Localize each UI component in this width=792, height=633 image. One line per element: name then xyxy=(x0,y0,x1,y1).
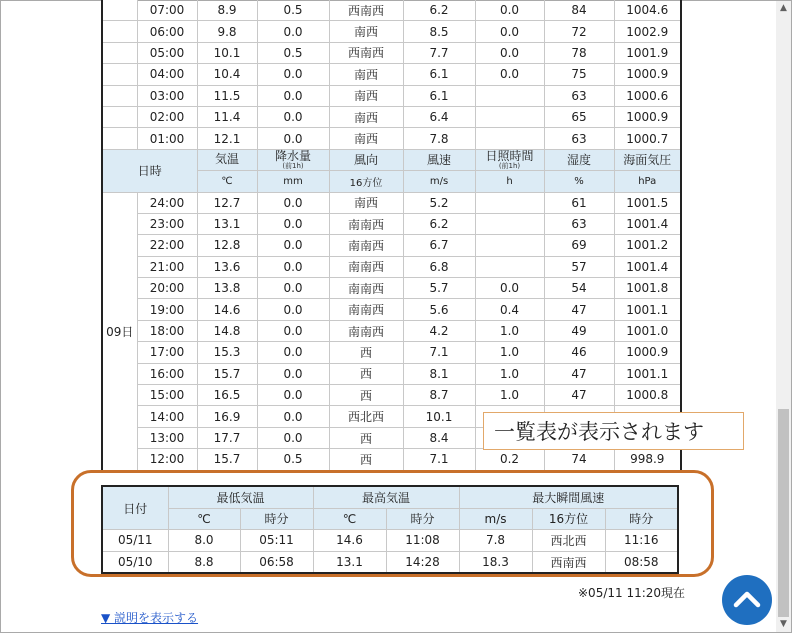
temp-cell: 15.7 xyxy=(197,363,257,384)
pressure-cell: 1002.9 xyxy=(614,21,681,42)
table-row xyxy=(102,85,681,106)
table-row xyxy=(102,342,681,363)
table-row xyxy=(102,385,681,406)
summary-unit: m/s xyxy=(459,508,532,530)
summary-gust-dir-cell: 西南西 xyxy=(532,551,605,573)
humidity-cell: 46 xyxy=(544,342,614,363)
precip-cell: 0.5 xyxy=(257,0,329,21)
humidity-cell: 69 xyxy=(544,235,614,256)
pressure-cell: 1001.1 xyxy=(614,363,681,384)
humidity-cell: 78 xyxy=(544,42,614,63)
humidity-cell: 65 xyxy=(544,106,614,127)
sunshine-cell: 0.0 xyxy=(475,42,544,63)
humidity-cell: 63 xyxy=(544,85,614,106)
time-cell: 12:00 xyxy=(137,449,197,470)
precip-cell: 0.0 xyxy=(257,106,329,127)
temp-cell: 9.8 xyxy=(197,21,257,42)
precip-cell: 0.0 xyxy=(257,427,329,448)
pressure-cell: 1000.9 xyxy=(614,342,681,363)
precip-cell: 0.0 xyxy=(257,320,329,341)
humidity-cell: 49 xyxy=(544,320,614,341)
humidity-cell: 63 xyxy=(544,213,614,234)
wind-dir-cell: 西 xyxy=(329,363,403,384)
header-wind-speed: 風速 xyxy=(403,149,475,170)
day-cell xyxy=(102,128,137,149)
temp-cell: 15.7 xyxy=(197,449,257,470)
precip-cell: 0.0 xyxy=(257,342,329,363)
day-label: 09日 xyxy=(102,192,137,470)
table-row xyxy=(102,235,681,256)
humidity-cell: 57 xyxy=(544,256,614,277)
wind-speed-cell: 7.7 xyxy=(403,42,475,63)
summary-unit: 時分 xyxy=(605,508,678,530)
day-cell xyxy=(102,21,137,42)
wind-speed-cell: 5.6 xyxy=(403,299,475,320)
wind-speed-cell: 8.7 xyxy=(403,385,475,406)
header-temp: 気温 xyxy=(197,149,257,170)
wind-speed-cell: 7.1 xyxy=(403,449,475,470)
summary-gust-cell: 18.3 xyxy=(459,551,532,573)
unit-humidity: % xyxy=(544,171,614,192)
wind-speed-cell: 4.2 xyxy=(403,320,475,341)
day-cell xyxy=(102,85,137,106)
sunshine-cell: 0.0 xyxy=(475,0,544,21)
wind-speed-cell: 8.5 xyxy=(403,21,475,42)
precip-cell: 0.5 xyxy=(257,449,329,470)
time-cell: 19:00 xyxy=(137,299,197,320)
unit-temp: ℃ xyxy=(197,171,257,192)
humidity-cell: 74 xyxy=(544,449,614,470)
temp-cell: 11.4 xyxy=(197,106,257,127)
table-row xyxy=(102,299,681,320)
table-row xyxy=(102,449,681,470)
sunshine-cell xyxy=(475,128,544,149)
humidity-cell: 47 xyxy=(544,385,614,406)
day-cell xyxy=(102,64,137,85)
sunshine-cell: 0.0 xyxy=(475,64,544,85)
wind-dir-cell: 西北西 xyxy=(329,406,403,427)
time-cell: 05:00 xyxy=(137,42,197,63)
humidity-cell: 75 xyxy=(544,64,614,85)
table-row xyxy=(102,363,681,384)
unit-sunshine: h xyxy=(475,171,544,192)
wind-dir-cell: 南南西 xyxy=(329,235,403,256)
wind-speed-cell: 6.4 xyxy=(403,106,475,127)
precip-cell: 0.0 xyxy=(257,213,329,234)
sunshine-cell: 0.2 xyxy=(475,449,544,470)
sunshine-cell: 0.0 xyxy=(475,21,544,42)
summary-header-date: 日付 xyxy=(102,486,168,530)
sunshine-cell xyxy=(475,235,544,256)
sunshine-cell xyxy=(475,192,544,213)
precip-cell: 0.0 xyxy=(257,235,329,256)
summary-header-max-gust: 最大瞬間風速 xyxy=(459,486,678,508)
wind-dir-cell: 南南西 xyxy=(329,320,403,341)
sunshine-cell: 0.0 xyxy=(475,278,544,299)
precip-cell: 0.0 xyxy=(257,363,329,384)
sunshine-cell xyxy=(475,213,544,234)
pressure-cell: 1004.6 xyxy=(614,0,681,21)
summary-min-temp-cell: 8.8 xyxy=(168,551,240,573)
unit-wind-dir: 16方位 xyxy=(329,171,403,192)
wind-speed-cell: 7.8 xyxy=(403,128,475,149)
table-row xyxy=(102,0,681,21)
temp-cell: 12.1 xyxy=(197,128,257,149)
humidity-cell: 84 xyxy=(544,0,614,21)
header-pressure: 海面気圧 xyxy=(614,149,681,170)
precip-cell: 0.0 xyxy=(257,192,329,213)
scroll-down-arrow-icon[interactable]: ▼ xyxy=(780,619,787,629)
pressure-cell: 998.9 xyxy=(614,449,681,470)
humidity-cell: 47 xyxy=(544,299,614,320)
wind-speed-cell: 6.8 xyxy=(403,256,475,277)
temp-cell: 16.5 xyxy=(197,385,257,406)
pressure-cell: 1001.2 xyxy=(614,235,681,256)
temp-cell: 12.7 xyxy=(197,192,257,213)
temp-cell: 16.9 xyxy=(197,406,257,427)
wind-dir-cell: 南西 xyxy=(329,85,403,106)
wind-dir-cell: 南南西 xyxy=(329,278,403,299)
scroll-up-arrow-icon[interactable]: ▲ xyxy=(780,3,787,13)
sunshine-cell xyxy=(475,256,544,277)
table-row xyxy=(102,21,681,42)
humidity-cell: 47 xyxy=(544,363,614,384)
sunshine-cell: 0.4 xyxy=(475,299,544,320)
summary-max-time-cell: 14:28 xyxy=(386,551,459,573)
temp-cell: 13.6 xyxy=(197,256,257,277)
pressure-cell: 1001.4 xyxy=(614,256,681,277)
precip-cell: 0.0 xyxy=(257,256,329,277)
wind-dir-cell: 南南西 xyxy=(329,213,403,234)
wind-dir-cell: 南西 xyxy=(329,64,403,85)
pressure-cell: 1001.9 xyxy=(614,42,681,63)
wind-speed-cell: 10.1 xyxy=(403,406,475,427)
summary-date-cell: 05/10 xyxy=(102,551,168,573)
table-row xyxy=(102,213,681,234)
time-cell: 02:00 xyxy=(137,106,197,127)
wind-speed-cell: 5.2 xyxy=(403,192,475,213)
time-cell: 14:00 xyxy=(137,406,197,427)
summary-header-min-temp: 最低気温 xyxy=(168,486,313,508)
time-cell: 17:00 xyxy=(137,342,197,363)
summary-gust-time-cell: 08:58 xyxy=(605,551,678,573)
wind-dir-cell: 西 xyxy=(329,342,403,363)
day-cell xyxy=(102,42,137,63)
precip-cell: 0.0 xyxy=(257,21,329,42)
time-cell: 16:00 xyxy=(137,363,197,384)
temp-cell: 13.1 xyxy=(197,213,257,234)
header-wind-dir: 風向 xyxy=(329,149,403,170)
summary-unit: 時分 xyxy=(240,508,313,530)
summary-header-max-temp: 最高気温 xyxy=(313,486,459,508)
precip-cell: 0.0 xyxy=(257,128,329,149)
temp-cell: 10.4 xyxy=(197,64,257,85)
table-row xyxy=(102,106,681,127)
wind-dir-cell: 西南西 xyxy=(329,42,403,63)
temp-cell: 15.3 xyxy=(197,342,257,363)
table-row xyxy=(102,128,681,149)
summary-unit: ℃ xyxy=(168,508,240,530)
sunshine-cell: 1.0 xyxy=(475,385,544,406)
show-explanation-link[interactable]: ▼ 説明を表示する xyxy=(101,611,199,625)
wind-speed-cell: 8.1 xyxy=(403,363,475,384)
pressure-cell: 1001.1 xyxy=(614,299,681,320)
table-row xyxy=(102,256,681,277)
summary-gust-time-cell: 11:16 xyxy=(605,530,678,552)
back-to-top-button[interactable] xyxy=(722,575,772,625)
unit-wind-speed: m/s xyxy=(403,171,475,192)
wind-dir-cell: 西 xyxy=(329,427,403,448)
table-row xyxy=(102,64,681,85)
time-cell: 03:00 xyxy=(137,85,197,106)
time-cell: 20:00 xyxy=(137,278,197,299)
scroll-thumb[interactable] xyxy=(778,409,789,617)
tooltip-popup: 一覧表が表示されます xyxy=(483,412,744,450)
day-cell xyxy=(102,0,137,21)
sunshine-cell xyxy=(475,106,544,127)
summary-gust-cell: 7.8 xyxy=(459,530,532,552)
pressure-cell: 1001.0 xyxy=(614,320,681,341)
precip-cell: 0.0 xyxy=(257,299,329,320)
summary-max-temp-cell: 13.1 xyxy=(313,551,386,573)
pressure-cell: 1000.8 xyxy=(614,385,681,406)
unit-pressure: hPa xyxy=(614,171,681,192)
header-precip: 降水量 (前1h) xyxy=(257,149,329,170)
table-row xyxy=(102,42,681,63)
temp-cell: 13.8 xyxy=(197,278,257,299)
summary-highlight-outline xyxy=(71,470,714,577)
summary-max-temp-cell: 14.6 xyxy=(313,530,386,552)
wind-speed-cell: 6.1 xyxy=(403,85,475,106)
precip-cell: 0.0 xyxy=(257,385,329,406)
wind-speed-cell: 6.2 xyxy=(403,0,475,21)
pressure-cell: 1001.5 xyxy=(614,192,681,213)
summary-unit: ℃ xyxy=(313,508,386,530)
sunshine-cell xyxy=(475,85,544,106)
time-cell: 15:00 xyxy=(137,385,197,406)
temp-cell: 14.6 xyxy=(197,299,257,320)
table-row xyxy=(102,278,681,299)
pressure-cell: 1001.8 xyxy=(614,278,681,299)
wind-dir-cell: 南西 xyxy=(329,128,403,149)
summary-min-time-cell: 06:58 xyxy=(240,551,313,573)
table-row xyxy=(102,192,681,213)
humidity-cell: 63 xyxy=(544,128,614,149)
wind-speed-cell: 6.1 xyxy=(403,64,475,85)
time-cell: 07:00 xyxy=(137,0,197,21)
wind-dir-cell: 西 xyxy=(329,449,403,470)
sunshine-cell: 1.0 xyxy=(475,363,544,384)
time-cell: 04:00 xyxy=(137,64,197,85)
pressure-cell: 1000.9 xyxy=(614,64,681,85)
pressure-cell: 1000.9 xyxy=(614,106,681,127)
wind-dir-cell: 南西 xyxy=(329,21,403,42)
pressure-cell: 1000.6 xyxy=(614,85,681,106)
precip-cell: 0.0 xyxy=(257,85,329,106)
chevron-up-icon xyxy=(732,585,762,615)
humidity-cell: 54 xyxy=(544,278,614,299)
temp-cell: 10.1 xyxy=(197,42,257,63)
vertical-scrollbar[interactable] xyxy=(776,1,791,632)
temp-cell: 17.7 xyxy=(197,427,257,448)
wind-dir-cell: 南南西 xyxy=(329,299,403,320)
time-cell: 13:00 xyxy=(137,427,197,448)
hourly-weather-table xyxy=(101,0,682,471)
time-cell: 06:00 xyxy=(137,21,197,42)
header-humidity: 湿度 xyxy=(544,149,614,170)
time-cell: 18:00 xyxy=(137,320,197,341)
time-cell: 23:00 xyxy=(137,213,197,234)
wind-speed-cell: 5.7 xyxy=(403,278,475,299)
time-cell: 01:00 xyxy=(137,128,197,149)
table-row xyxy=(102,320,681,341)
unit-precip: mm xyxy=(257,171,329,192)
precip-cell: 0.0 xyxy=(257,64,329,85)
temp-cell: 11.5 xyxy=(197,85,257,106)
wind-speed-cell: 6.7 xyxy=(403,235,475,256)
time-cell: 24:00 xyxy=(137,192,197,213)
summary-min-temp-cell: 8.0 xyxy=(168,530,240,552)
pressure-cell: 1000.7 xyxy=(614,128,681,149)
temp-cell: 12.8 xyxy=(197,235,257,256)
wind-dir-cell: 西南西 xyxy=(329,0,403,21)
pressure-cell: 1001.4 xyxy=(614,213,681,234)
temp-cell: 14.8 xyxy=(197,320,257,341)
wind-dir-cell: 南西 xyxy=(329,192,403,213)
wind-dir-cell: 南西 xyxy=(329,106,403,127)
wind-speed-cell: 7.1 xyxy=(403,342,475,363)
wind-dir-cell: 南南西 xyxy=(329,256,403,277)
wind-dir-cell: 西 xyxy=(329,385,403,406)
temp-cell: 8.9 xyxy=(197,0,257,21)
table-header-row xyxy=(102,149,681,170)
humidity-cell: 61 xyxy=(544,192,614,213)
as-of-timestamp: ※05/11 11:20現在 xyxy=(578,586,686,600)
summary-unit: 時分 xyxy=(386,508,459,530)
precip-cell: 0.0 xyxy=(257,278,329,299)
sunshine-cell: 1.0 xyxy=(475,342,544,363)
precip-cell: 0.0 xyxy=(257,406,329,427)
wind-speed-cell: 6.2 xyxy=(403,213,475,234)
wind-speed-cell: 8.4 xyxy=(403,427,475,448)
time-cell: 22:00 xyxy=(137,235,197,256)
header-sunshine: 日照時間 (前1h) xyxy=(475,149,544,170)
sunshine-cell: 1.0 xyxy=(475,320,544,341)
time-cell: 21:00 xyxy=(137,256,197,277)
summary-gust-dir-cell: 西北西 xyxy=(532,530,605,552)
summary-date-cell: 05/11 xyxy=(102,530,168,552)
header-datetime: 日時 xyxy=(102,149,197,192)
precip-cell: 0.5 xyxy=(257,42,329,63)
summary-min-time-cell: 05:11 xyxy=(240,530,313,552)
summary-max-time-cell: 11:08 xyxy=(386,530,459,552)
day-cell xyxy=(102,106,137,127)
humidity-cell: 72 xyxy=(544,21,614,42)
summary-unit: 16方位 xyxy=(532,508,605,530)
